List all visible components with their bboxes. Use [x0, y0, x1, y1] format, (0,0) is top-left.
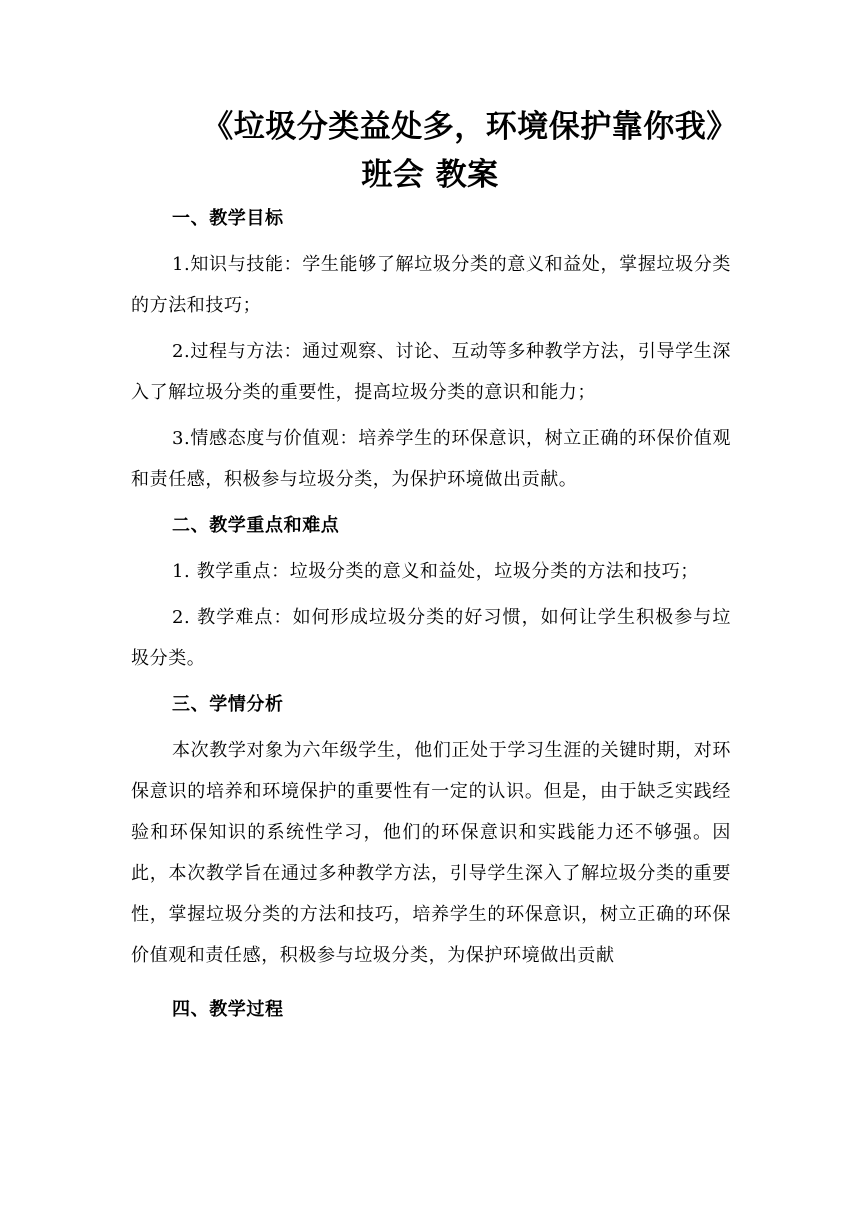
objective-knowledge: 1.知识与技能：学生能够了解垃圾分类的意义和益处，掌握垃圾分类的方法和技巧； — [131, 254, 731, 316]
key-point: 1. 教学重点：垃圾分类的意义和益处，垃圾分类的方法和技巧； — [172, 561, 699, 582]
section-heading-key-points: 二、教学重点和难点 — [172, 515, 340, 536]
section-heading-analysis: 三、学情分析 — [172, 694, 284, 715]
objective-process: 2.过程与方法：通过观察、讨论、互动等多种教学方法，引导学生深入了解垃圾分类的重要性，提高垃圾分类的意识和能力； — [131, 341, 731, 403]
objective-attitude: 3.情感态度与价值观：培养学生的环保意识，树立正确的环保价值观和责任感，积极参与垃圾分类，为保护环境做出贡献。 — [131, 428, 731, 490]
analysis-paragraph: 本次教学对象为六年级学生，他们正处于学习生涯的关键时期，对环保意识的培养和环境保护的重要性有一定的认识。但是，由于缺乏实践经验和环保知识的系统性学习，他们的环保意识和实践能力还不够强。因此，本次教学旨在通过多种教学方法，引导学生深入了解垃圾分类的重要性，掌握垃圾分类的方法和技巧，培养学生的环保意识，树立正确的环保价值观和责任感，积极参与垃圾分类，为保护环境做出贡献 — [131, 740, 731, 966]
section-heading-objectives: 一、教学目标 — [172, 208, 284, 229]
difficult-point: 2. 教学难点：如何形成垃圾分类的好习惯，如何让学生积极参与垃圾分类。 — [131, 607, 731, 669]
document-title-line1: 《垃圾分类益处多，环境保护靠你我》 — [202, 109, 738, 145]
section-heading-process: 四、教学过程 — [172, 999, 284, 1020]
document-body — [131, 198, 731, 1035]
document-title-line2: 班会 教案 — [361, 157, 499, 193]
